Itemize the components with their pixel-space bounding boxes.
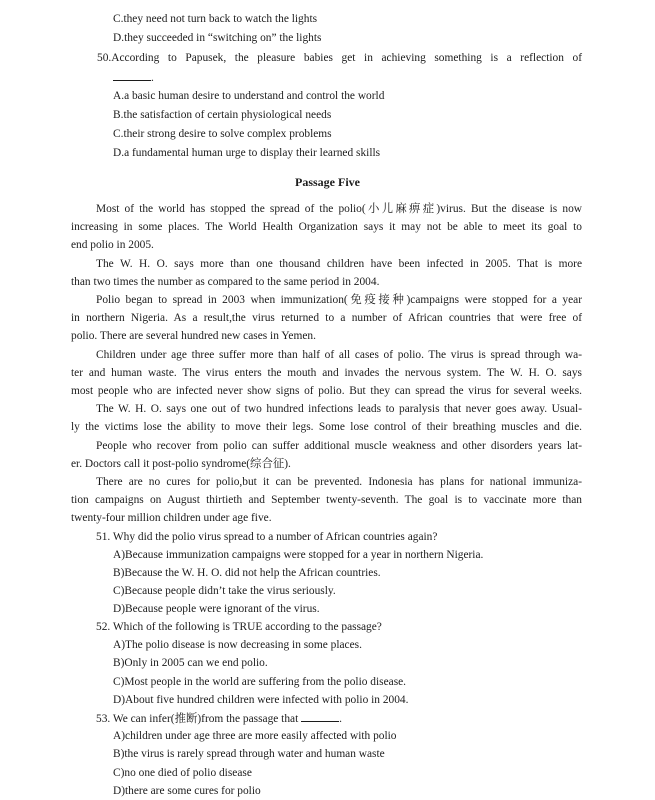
q52-stem: 52. Which of the following is TRUE according to the passage? (96, 621, 382, 633)
q50-stem-blank (113, 70, 154, 85)
q50-stem: 50.According to Papusek, the pleasure babies get in achieving something is a reflection of (97, 52, 582, 64)
q53-stem (96, 711, 342, 726)
passage-p2-line2: than two times the number as compared to the same period in 2004. (71, 276, 380, 288)
q50-option-d: D.a fundamental human urge to display their learned skills (113, 147, 381, 159)
passage-title: Passage Five (295, 175, 360, 189)
passage-p3-line2: in northern Nigeria. As a result,the virus returned to a number of African countries that were free of (71, 312, 582, 324)
passage-p5-line1: The W. H. O. says one out of two hundred infections leads to paralysis that never goes away. Usual- (96, 403, 582, 415)
passage-p4-line3: most people who are infected never show signs of polio. But they can spread the virus for several weeks. (71, 385, 582, 397)
q51-option-a: A)Because immunization campaigns were stopped for a year in northern Nigeria. (113, 549, 484, 561)
q53-stem-end: . (339, 713, 342, 725)
passage-p4-line2: ter and human waste. The virus enters the mouth and invades the nervous system. The W. H. O. says (71, 367, 582, 379)
passage-p2-line1: The W. H. O. says more than one thousand children have been infected in 2005. That is more (96, 258, 582, 270)
passage-p7-line1: There are no cures for polio,but it can be prevented. Indonesia has plans for national immuniza- (96, 476, 582, 488)
passage-p1-line2: increasing in some places. The World Health Organization says it may not be able to meet its goal to (71, 221, 582, 233)
passage-p5-line2: ly the victims lose the ability to move their legs. Some lose control of their breathing muscles and die. (71, 421, 582, 433)
q53-option-d: D)there are some cures for polio (113, 785, 261, 797)
passage-p7-line3: twenty-four million children under age five. (71, 512, 272, 524)
passage-p6-line2: er. Doctors call it post-polio syndrome(综合征). (71, 458, 291, 470)
q52-option-c: C)Most people in the world are suffering from the polio disease. (113, 676, 407, 688)
q49-option-c: C.they need not turn back to watch the lights (113, 13, 318, 25)
q50-option-a: A.a basic human desire to understand and control the world (113, 90, 385, 102)
q50-stem-end: . (151, 72, 154, 84)
q51-option-d: D)Because people were ignorant of the virus. (113, 603, 320, 615)
passage-p3-line1: Polio began to spread in 2003 when immunization(免疫接种)campaigns were stopped for a year (96, 294, 582, 306)
q49-option-d: D.they succeeded in “switching on” the lights (113, 32, 322, 44)
q53-stem-text: 53. We can infer(推断)from the passage that (96, 713, 299, 725)
q50-option-b: B.the satisfaction of certain physiological needs (113, 109, 332, 121)
passage-p4-line1: Children under age three suffer more than half of all cases of polio. The virus is spread through wa- (96, 349, 582, 361)
passage-p1-line3: end polio in 2005. (71, 239, 154, 251)
q52-option-a: A)The polio disease is now decreasing in some places. (113, 639, 362, 651)
passage-p1-line1: Most of the world has stopped the spread of the polio(小儿麻痹症)virus. But the disease is now (96, 203, 582, 215)
q52-option-b: B)Only in 2005 can we end polio. (113, 657, 268, 669)
q50-option-c: C.their strong desire to solve complex problems (113, 128, 332, 140)
q53-option-b: B)the virus is rarely spread through water and human waste (113, 748, 385, 760)
passage-p6-line1: People who recover from polio can suffer additional muscle weakness and other disorders years lat- (96, 440, 582, 452)
q51-stem: 51. Why did the polio virus spread to a number of African countries again? (96, 531, 438, 543)
q51-option-b: B)Because the W. H. O. did not help the African countries. (113, 567, 381, 579)
passage-p7-line2: tion campaigns on August thirtieth and September twenty-seventh. The goal is to vaccinate more than (71, 494, 582, 506)
q51-option-c: C)Because people didn’t take the virus seriously. (113, 585, 336, 597)
answer-blank (301, 711, 339, 722)
q53-option-c: C)no one died of polio disease (113, 767, 252, 779)
q52-option-d: D)About five hundred children were infected with polio in 2004. (113, 694, 409, 706)
passage-p3-line3: polio. There are several hundred new cases in Yemen. (71, 330, 316, 342)
answer-blank (113, 70, 151, 81)
q53-option-a: A)children under age three are more easily affected with polio (113, 730, 397, 742)
